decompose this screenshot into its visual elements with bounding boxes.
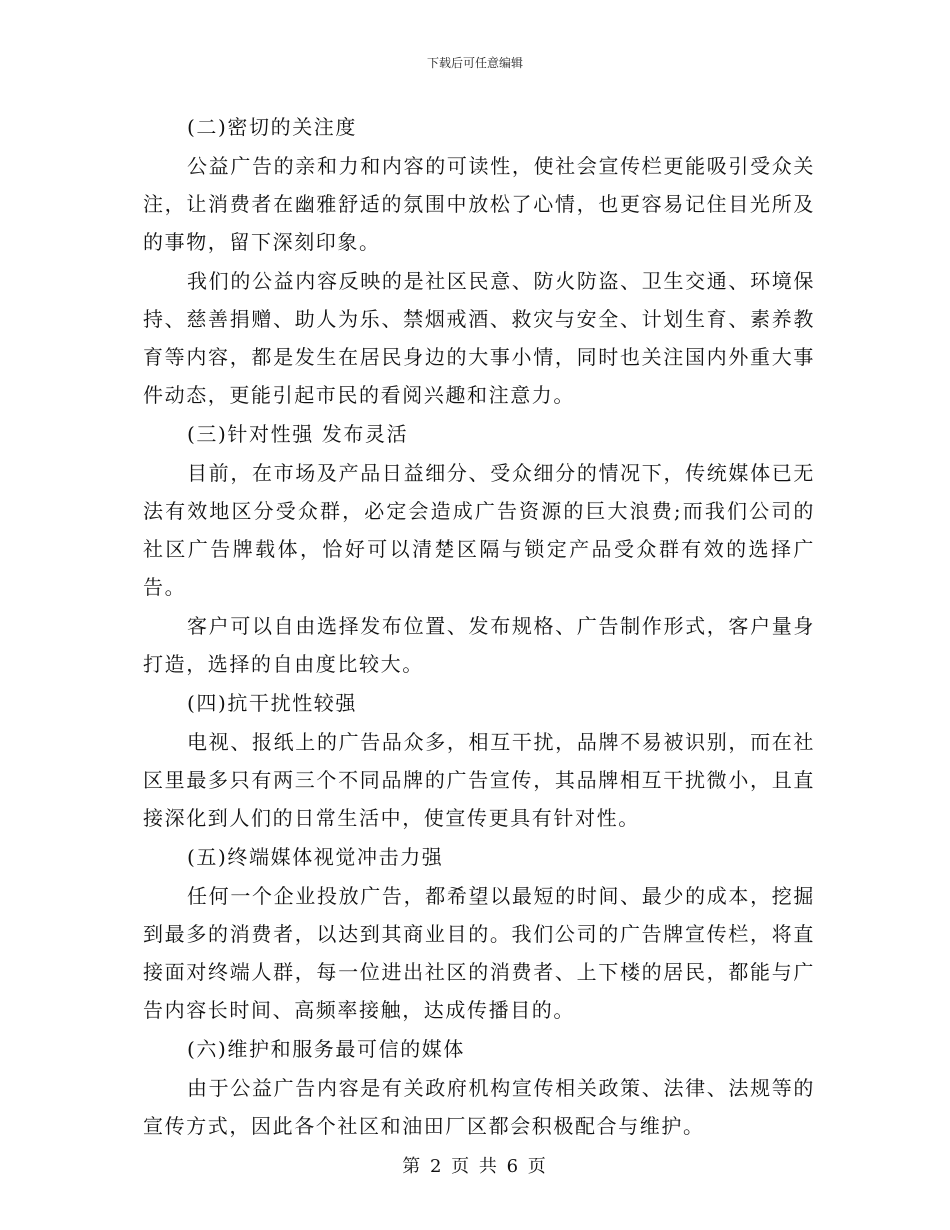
body-paragraph: 目前，在市场及产品日益细分、受众细分的情况下，传统媒体已无法有效地区分受众群，必定会造成广告资源的巨大浪费;而我们公司的社区广告牌载体，恰好可以清楚区隔与锁定产品受众群有效的选择广告。 [143, 461, 815, 599]
section-heading-5: (五)终端媒体视觉冲击力强 [187, 845, 444, 869]
page-header: 下载后可任意编辑 [426, 56, 523, 70]
section-heading-2: (二)密切的关注度 [187, 115, 358, 139]
section-heading-6: (六)维护和服务最可信的媒体 [187, 1037, 466, 1061]
page-number-footer: 第 2 页 共 6 页 [402, 1156, 548, 1177]
body-paragraph: 由于公益广告内容是有关政府机构宣传相关政策、法律、法规等的宣传方式，因此各个社区和油田厂区都会积极配合与维护。 [143, 1076, 815, 1138]
body-paragraph: 公益广告的亲和力和内容的可读性，使社会宣传栏更能吸引受众关注，让消费者在幽雅舒适的氛围中放松了心情，也更容易记住目光所及的事物，留下深刻印象。 [143, 154, 815, 254]
section-heading-4: (四)抗干扰性较强 [187, 691, 358, 715]
body-paragraph: 任何一个企业投放广告，都希望以最短的时间、最少的成本，挖掘到最多的消费者，以达到其商业目的。我们公司的广告牌宣传栏，将直接面对终端人群，每一位进出社区的消费者、上下楼的居民，都能与广告内容长时间、高频率接触，达成传播目的。 [143, 884, 815, 1022]
body-paragraph: 客户可以自由选择发布位置、发布规格、广告制作形式，客户量身打造，选择的自由度比较大。 [143, 614, 815, 676]
document-body [143, 108, 815, 1146]
section-heading-3: (三)针对性强 发布灵活 [187, 422, 409, 446]
body-paragraph: 我们的公益内容反映的是社区民意、防火防盗、卫生交通、环境保持、慈善捐赠、助人为乐、禁烟戒酒、救灾与安全、计划生育、素养教育等内容，都是发生在居民身边的大事小情，同时也关注国内外重大事件动态，更能引起市民的看阅兴趣和注意力。 [143, 269, 815, 407]
body-paragraph: 电视、报纸上的广告品众多，相互干扰，品牌不易被识别，而在社区里最多只有两三个不同品牌的广告宣传，其品牌相互干扰微小，且直接深化到人们的日常生活中，使宣传更具有针对性。 [143, 730, 815, 830]
